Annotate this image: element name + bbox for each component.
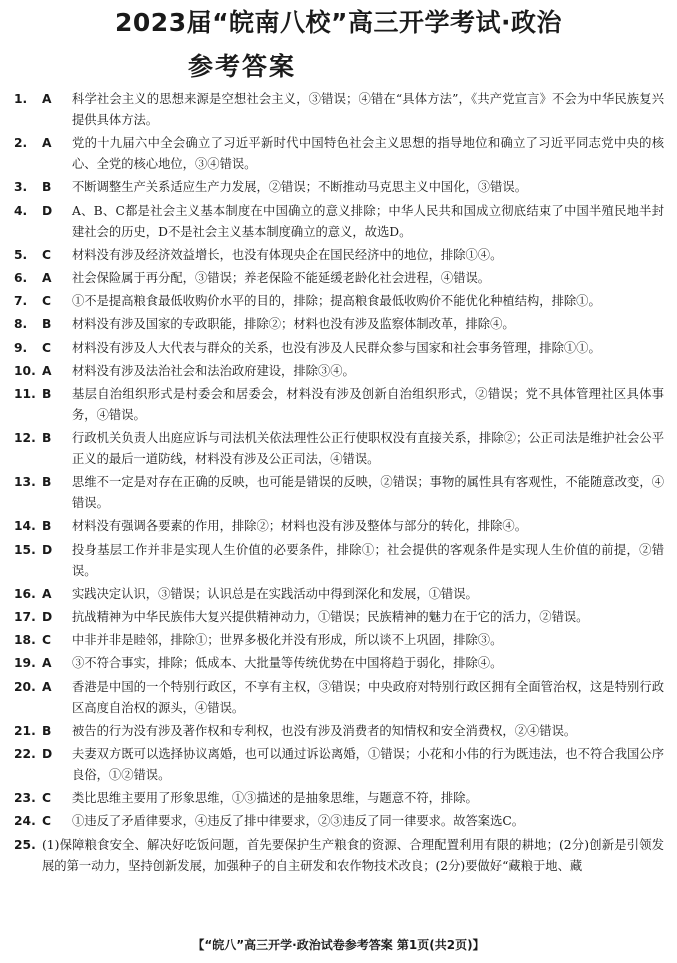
question-number: 19.	[14, 656, 36, 671]
answer-item	[14, 677, 664, 719]
answer-list	[14, 89, 664, 879]
question-number: 15.	[14, 542, 36, 557]
answer-number	[14, 630, 72, 651]
answer-explanation: ①违反了矛盾律要求，④违反了排中律要求，②③违反了同一律要求。故答案选C。	[72, 814, 525, 829]
question-number: 5.	[14, 247, 28, 262]
answer-explanation: 材料没有涉及国家的专政职能，排除②；材料也没有涉及监察体制改革，排除④。	[72, 317, 515, 332]
answer-item	[14, 744, 664, 786]
question-number: 3.	[14, 180, 28, 195]
answer-item	[14, 291, 664, 312]
answer-key: A	[42, 656, 52, 671]
answer-number	[14, 516, 72, 537]
answer-number	[14, 177, 72, 198]
answer-item	[14, 245, 664, 266]
answer-number	[14, 291, 72, 312]
answer-number	[14, 607, 72, 628]
answer-number	[14, 811, 72, 832]
answer-item	[14, 653, 664, 674]
page-footer: 【“皖八”高三开学·政治试卷参考答案 第1页(共2页)】	[192, 938, 485, 952]
answer-number	[14, 744, 72, 786]
answer-key: A	[42, 363, 52, 378]
answer-key: C	[42, 791, 52, 806]
answer-item	[14, 516, 664, 537]
question-number: 17.	[14, 610, 36, 624]
answer-item	[14, 472, 664, 514]
answer-number	[14, 653, 72, 674]
answer-number	[14, 133, 72, 175]
answer-item	[14, 89, 664, 131]
answer-number	[14, 338, 72, 359]
answer-item	[14, 811, 664, 832]
answer-key: C	[42, 247, 52, 262]
question-number: 12.	[14, 431, 36, 446]
answer-explanation: 科学社会主义的思想来源是空想社会主义，③错误；④错在“具体方法”，《共产党宣言》不会为中华民族复兴提供具体方法。	[72, 92, 664, 127]
answer-explanation: 实践决定认识，③错误；认识总是在实践活动中得到深化和发展，①错误。	[72, 586, 478, 601]
answer-key: C	[42, 340, 52, 355]
answer-explanation: 投身基层工作并非是实现人生价值的必要条件，排除①；社会提供的客观条件是实现人生价值的前提，②错误。	[72, 542, 664, 578]
answer-explanation: 基层自治组织形式是村委会和居委会，材料没有涉及创新自治组织形式，②错误；党不具体管理社区具体事务，④错误。	[72, 386, 664, 422]
answer-explanation: ①不是提高粮食最低收购价水平的目的，排除；提高粮食最低收购价不能优化种植结构，排除①。	[72, 294, 601, 309]
answer-key: A	[42, 270, 52, 285]
answer-item	[14, 268, 664, 289]
answer-number	[14, 677, 72, 719]
question-number: 23.	[14, 791, 36, 806]
answer-number	[14, 428, 72, 470]
answer-item	[14, 338, 664, 359]
answer-item	[14, 540, 664, 582]
answer-key: D	[42, 746, 53, 761]
answer-number	[14, 584, 72, 605]
answer-key: B	[42, 386, 52, 401]
answer-number	[14, 384, 72, 426]
answer-explanation: 党的十九届六中全会确立了习近平新时代中国特色社会主义思想的指导地位和确立了习近平同志党中央的核心、全党的核心地位，③④错误。	[72, 136, 664, 172]
answer-explanation: 被告的行为没有涉及著作权和专利权，也没有涉及消费者的知情权和安全消费权，②④错误。	[72, 723, 577, 738]
answer-key: B	[42, 317, 52, 332]
question-number: 7.	[14, 294, 28, 309]
answer-item	[14, 384, 664, 426]
question-number: 10.	[14, 363, 36, 378]
question-number: 21.	[14, 723, 36, 738]
answer-number	[14, 361, 72, 382]
document-title: 2023届“皖南八校”高三开学考试·政治	[115, 8, 562, 37]
answer-key: B	[42, 431, 52, 446]
answer-explanation: 社会保险属于再分配，③错误；养老保险不能延缓老龄化社会进程，④错误。	[72, 270, 491, 285]
answer-number	[14, 314, 72, 335]
answer-explanation: 材料没有强调各要素的作用，排除②；材料也没有涉及整体与部分的转化，排除④。	[72, 519, 527, 534]
question-number: 1.	[14, 92, 28, 106]
question-number: 22.	[14, 746, 36, 761]
question-number: 11.	[14, 386, 36, 401]
answer-explanation: 材料没有涉及经济效益增长，也没有体现央企在国民经济中的地位，排除①④。	[72, 247, 503, 262]
answer-number	[14, 268, 72, 289]
answer-key: C	[42, 633, 52, 648]
question-number: 24.	[14, 814, 36, 829]
answer-key: A	[42, 136, 52, 151]
answer-explanation: A、B、C都是社会主义基本制度在中国确立的意义排除；中华人民共和国成立彻底结束了中国半殖民地半封建社会的历史，D不是社会主义基本制度确立的意义，故选D。	[72, 203, 664, 239]
answer-number	[14, 835, 42, 877]
answer-explanation: 香港是中国的一个特别行政区，不享有主权，③错误；中央政府对特别行政区拥有全面管治权，这是特别行政区高度自治权的源头，④错误。	[72, 679, 664, 715]
answer-item	[14, 133, 664, 175]
question-number: 25.	[14, 837, 36, 852]
answer-explanation: 不断调整生产关系适应生产力发展，②错误；不断推动马克思主义中国化，③错误。	[72, 180, 527, 195]
answer-explanation: (1)保障粮食安全、解决好吃饭问题，首先要保护生产粮食的资源、合理配置利用有限的耕地；(2分)创新是引领发展的第一动力，坚持创新发展，加强种子的自主研发和农作物技术改良；(2分)要做好“藏粮于地、藏	[42, 837, 664, 873]
answer-number	[14, 89, 72, 131]
answer-item	[14, 177, 664, 198]
question-number: 20.	[14, 679, 36, 694]
answer-key: B	[42, 519, 52, 534]
answer-item	[14, 314, 664, 335]
answer-key: D	[42, 542, 53, 557]
answer-item	[14, 630, 664, 651]
answer-item	[14, 201, 664, 243]
answer-item	[14, 607, 664, 628]
question-number: 6.	[14, 270, 28, 285]
answer-explanation: 思维不一定是对存在正确的反映，也可能是错误的反映，②错误；事物的属性具有客观性，不能随意改变，④错误。	[72, 475, 664, 511]
answer-key: D	[42, 203, 53, 218]
document-subtitle: 参考答案	[188, 52, 297, 81]
answer-key: B	[42, 180, 52, 195]
question-number: 9.	[14, 340, 28, 355]
question-number: 18.	[14, 633, 36, 648]
question-number: 8.	[14, 317, 28, 332]
question-number: 14.	[14, 519, 36, 534]
answer-item	[14, 721, 664, 742]
answer-explanation: 抗战精神为中华民族伟大复兴提供精神动力，①错误；民族精神的魅力在于它的活力，②错误。	[72, 610, 589, 624]
answer-explanation: 中非并非是睦邻，排除①；世界多极化并没有形成，所以谈不上巩固，排除③。	[72, 633, 503, 648]
answer-key: B	[42, 475, 52, 490]
answer-key: A	[42, 586, 52, 601]
answer-explanation: 行政机关负责人出庭应诉与司法机关依法理性公正行使职权没有直接关系，排除②；公正司法是维护社会公平正义的最后一道防线，材料没有涉及公正司法，④错误。	[72, 431, 664, 467]
answer-item	[14, 788, 664, 809]
answer-number	[14, 472, 72, 514]
question-number: 2.	[14, 136, 28, 151]
answer-key: C	[42, 294, 52, 309]
answer-key: A	[42, 92, 52, 106]
answer-number	[14, 721, 72, 742]
answer-item	[14, 428, 664, 470]
answer-number	[14, 245, 72, 266]
answer-number	[14, 788, 72, 809]
answer-explanation: 夫妻双方既可以选择协议离婚，也可以通过诉讼离婚，①错误；小花和小伟的行为既违法，也不符合我国公序良俗，①②错误。	[72, 746, 664, 782]
answer-number	[14, 540, 72, 582]
answer-number	[14, 201, 72, 243]
answer-key: B	[42, 723, 52, 738]
answer-key: C	[42, 814, 52, 829]
answer-key: A	[42, 679, 52, 694]
answer-explanation: 材料没有涉及人大代表与群众的关系，也没有涉及人民群众参与国家和社会事务管理，排除①①。	[72, 340, 601, 355]
answer-item	[14, 584, 664, 605]
answer-explanation: 类比思维主要用了形象思维，①③描述的是抽象思维，与题意不符，排除。	[72, 791, 478, 806]
answer-explanation: ③不符合事实，排除；低成本、大批量等传统优势在中国将趋于弱化，排除④。	[72, 656, 503, 671]
answer-item	[14, 835, 664, 877]
answer-key: D	[42, 610, 53, 624]
question-number: 13.	[14, 475, 36, 490]
answer-item	[14, 361, 664, 382]
answer-explanation: 材料没有涉及法治社会和法治政府建设，排除③④。	[72, 363, 355, 378]
question-number: 4.	[14, 203, 28, 218]
question-number: 16.	[14, 586, 36, 601]
